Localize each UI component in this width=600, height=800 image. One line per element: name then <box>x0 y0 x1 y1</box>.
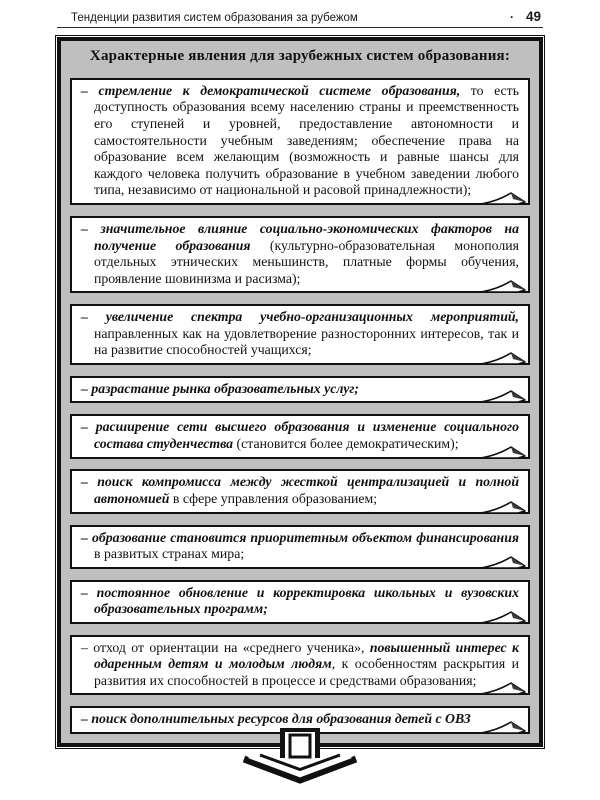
diagram <box>57 37 543 747</box>
list-item <box>70 216 530 293</box>
page-curl-icon <box>480 609 526 624</box>
page-curl-icon <box>480 278 526 293</box>
list-item-text: – расширение сети высшего образования и изменение социального состава студенчества (становится более демократическим); <box>81 419 519 451</box>
bullet-dash: – <box>81 419 96 435</box>
bullet-dash: – <box>81 639 94 655</box>
list-item <box>70 469 530 513</box>
page-curl-icon <box>480 190 526 205</box>
list-item-text: – поиск дополнительных ресурсов для образования детей с ОВЗ <box>81 711 471 727</box>
bullet-dash: – <box>81 220 101 236</box>
list-item <box>70 78 530 205</box>
list-item-text: – значительное влияние социально-экономических факторов на получение образования (культурно-образовательная монополия отдельных этнических меньшинств, платные формы обучения, проявление шовинизма и расизма); <box>81 220 519 286</box>
list-item-text: – постоянное обновление и корректировка школьных и вузовских образовательных программ; <box>81 584 519 617</box>
page-curl-icon <box>480 499 526 514</box>
bullet-dash: – <box>81 584 97 600</box>
list-item <box>70 580 530 624</box>
page-curl-icon <box>480 554 526 569</box>
page-curl-icon <box>480 719 526 734</box>
list-item <box>70 635 530 696</box>
page-curl-icon <box>480 388 526 403</box>
header-title: Тенденции развития систем образования за рубежом <box>71 12 358 24</box>
page-content <box>57 0 543 747</box>
scheme-board <box>57 37 543 747</box>
page-curl-icon <box>480 680 526 695</box>
page-number-group <box>510 9 541 24</box>
list-item-text: – отход от ориентации на «среднего ученика», повышенный интерес к одаренным детям и молодым людям, к особенностям раскрытия и развития их способностей в процессе и средствами образования; <box>81 639 519 688</box>
bullet-dash: – <box>81 380 92 396</box>
running-header <box>57 0 543 27</box>
page-curl-icon <box>480 444 526 459</box>
scheme-title: Характерные явления для зарубежных систем образования: <box>89 48 511 64</box>
bullet-dash: – <box>81 309 106 325</box>
list-item-text: – увеличение спектра учебно-организационных мероприятий, направленных как на удовлетворение разносторонних интересов, так и на развитие способностей учащихся; <box>81 309 519 358</box>
bullet-dash: – <box>81 711 92 727</box>
list-item-text: – поиск компромисса между жесткой централизацией и полной автономией в сфере управления образованием; <box>81 474 519 507</box>
list-item-text: – разрастание рынка образовательных услуг; <box>81 380 360 396</box>
down-arrow-icon <box>238 728 362 786</box>
bullet-dash: – <box>81 474 98 490</box>
list-item <box>70 525 530 569</box>
list-item <box>70 376 530 404</box>
list-item-text: – образование становится приоритетным объектом финансирования в развитых странах мира; <box>81 529 519 562</box>
page-number: 49 <box>525 9 541 24</box>
list-item <box>70 304 530 365</box>
bullet-dash: – <box>81 529 92 545</box>
list-item <box>70 414 530 458</box>
header-rule <box>57 27 543 28</box>
page-curl-icon <box>480 350 526 365</box>
list-item-text: – стремление к демократической системе образования, то есть доступность образования всему населению страны и преемственность его ступеней и уровней, предоставление автономности и самостоятельности учебным заведениям; обеспечение права на образование всем желающим (возможность и равные шансы для каждого человека получить образование в учебном заведении любого типа, независимо от национальной и расовой принадлежности); <box>81 82 519 198</box>
separator-dot: · <box>509 10 514 24</box>
bullet-dash: – <box>81 82 99 98</box>
